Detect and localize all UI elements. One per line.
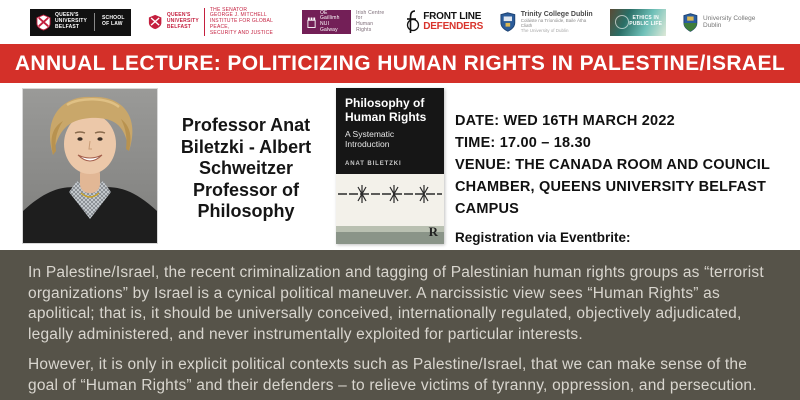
content-section bbox=[0, 83, 800, 250]
frontline-fl-glyph-icon bbox=[406, 9, 420, 35]
ucd-name-text: University College Dublin bbox=[703, 15, 756, 29]
book-cover-bottom bbox=[336, 174, 444, 244]
event-time: TIME: 17.00 – 18.30 bbox=[455, 135, 591, 152]
trinity-text: Trinity College Dublin Coláiste na Tríonóide, Baile Átha Cliath The University of Dublin bbox=[520, 11, 593, 33]
ucd-logo bbox=[683, 12, 770, 33]
speaker-portrait-illustration bbox=[23, 89, 157, 243]
qub-crest-red-icon bbox=[148, 13, 162, 31]
title-banner bbox=[0, 44, 800, 83]
registration-label: Registration via Eventbrite: bbox=[455, 230, 631, 246]
routledge-logo: R bbox=[428, 224, 438, 239]
logo-strip bbox=[0, 0, 800, 44]
qub-university-text: QUEEN'S UNIVERSITY BELFAST bbox=[166, 12, 199, 30]
speaker-photo bbox=[22, 88, 158, 244]
book-author: ANAT BILETZKI bbox=[345, 160, 402, 167]
abstract-paragraph-1: In Palestine/Israel, the recent criminalization and tagging of Palestinian human rights groups as “terrorist organizations” by Israel is a cynical political maneuver. A narcissistic view sees “Human Rights” as apolitical; that is, it should be universally conceived, internationally regulated, objectively adjudicated, legally administered, and never instrumentally exploited for particular interests. bbox=[28, 264, 764, 343]
speaker-name: Professor Anat Biletzki - Albert Schweitzer Professor of Philosophy bbox=[180, 115, 312, 222]
ethics-in-public-life-logo bbox=[610, 9, 666, 36]
qub-school-of-law-logo bbox=[30, 9, 131, 36]
trinity-college-dublin-logo bbox=[500, 11, 593, 33]
event-venue: VENUE: THE CANADA ROOM AND COUNCIL CHAMBER, QUEENS UNIVERSITY BELFAST CAMPUS bbox=[455, 157, 770, 218]
event-date: DATE: WED 16TH MARCH 2022 bbox=[455, 113, 675, 129]
school-of-law-text: SCHOOL OF LAW bbox=[102, 15, 125, 27]
irish-centre-human-rights-text: Irish Centre for Human Rights bbox=[356, 9, 385, 33]
book-title: Philosophy of Human Rights bbox=[345, 96, 427, 124]
galway-castle-icon bbox=[307, 16, 316, 29]
qub-crest-icon bbox=[36, 14, 51, 31]
event-details bbox=[455, 110, 797, 266]
abstract-panel bbox=[0, 250, 800, 400]
ethics-label: ETHICS IN PUBLIC LIFE bbox=[629, 15, 663, 27]
book-subtitle: A Systematic Introduction bbox=[345, 128, 395, 149]
compass-icon bbox=[615, 15, 629, 29]
front-line-defenders-logo bbox=[406, 9, 483, 35]
nui-galway-box bbox=[302, 10, 351, 34]
book-cover-top bbox=[336, 88, 444, 174]
lecture-title: ANNUAL LECTURE: POLITICIZING HUMAN RIGHTS IN PALESTINE/ISRAEL bbox=[14, 51, 786, 75]
logo-divider bbox=[94, 13, 95, 31]
qub-law-university-text: QUEEN'S UNIVERSITY BELFAST bbox=[55, 12, 88, 30]
trinity-shield-icon bbox=[500, 11, 516, 33]
frontline-wordmark: FRONT LINE DEFENDERS bbox=[423, 10, 484, 32]
book-cover bbox=[336, 88, 444, 244]
mitchell-institute-text: THE SENATOR GEORGE J. MITCHELL INSTITUTE FOR GLOBAL PEACE, SECURITY AND JUSTICE bbox=[204, 8, 285, 37]
nui-galway-text: OÉ Gaillimh NUI Galway bbox=[319, 9, 340, 33]
nui-galway-ichr-logo bbox=[302, 10, 389, 34]
mitchell-institute-logo bbox=[148, 8, 285, 37]
ucd-crest-icon bbox=[683, 12, 698, 33]
abstract-paragraph-2: However, it is only in explicit political contexts such as Palestine/Israel, that we can make sense of the goal of “Human Rights” and their defenders – to relieve victims of tyranny, oppression, and persecution. bbox=[28, 356, 757, 395]
